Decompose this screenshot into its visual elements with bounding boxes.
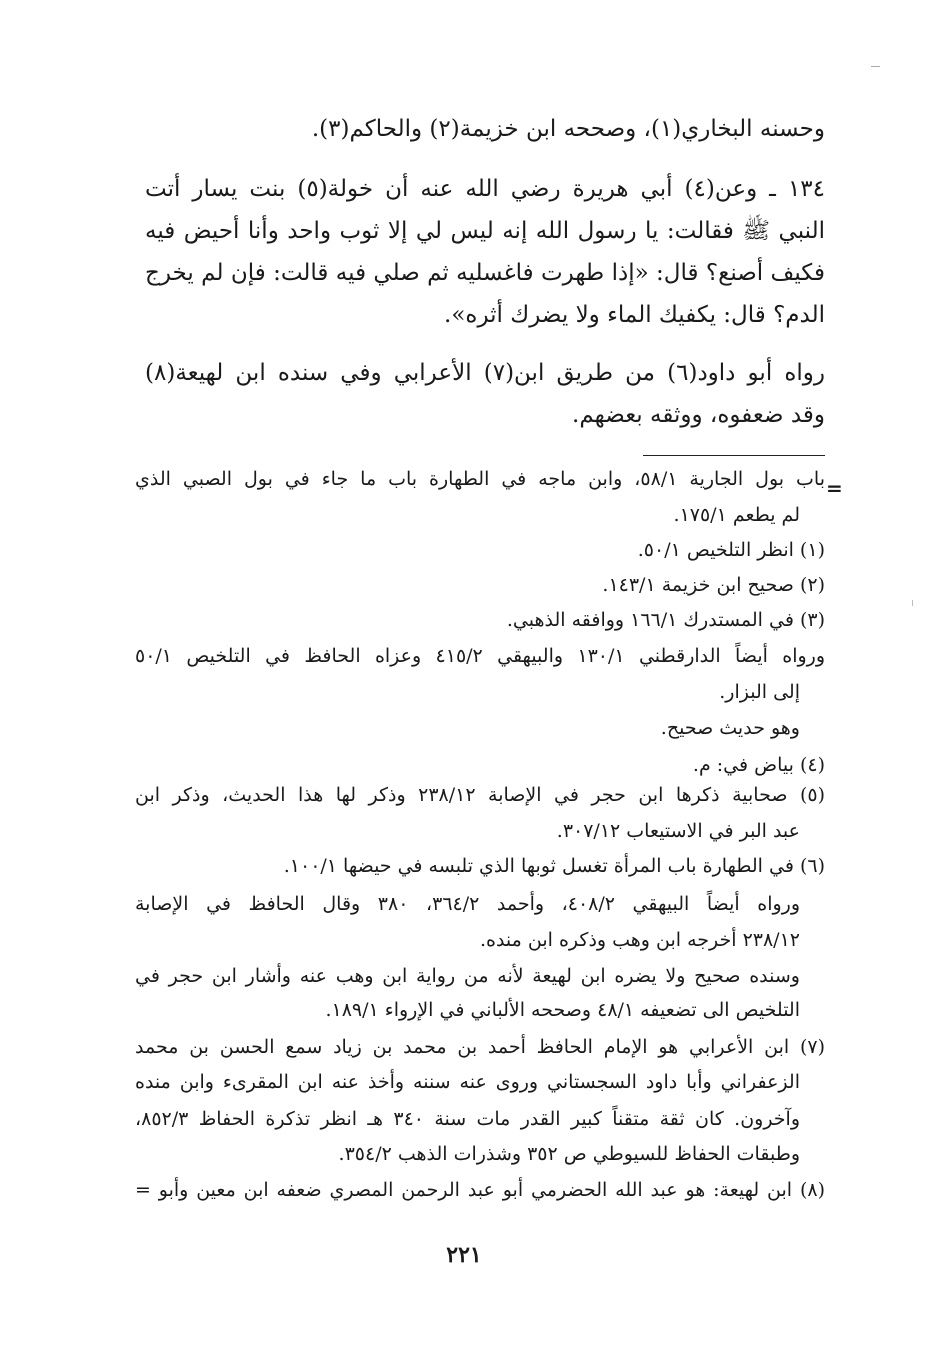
main-line: الدم؟ قال: يكفيك الماء ولا يضرك أثره». <box>444 302 825 328</box>
main-line: رواه أبو داود(٦) من طريق ابن(٧) الأعرابي وفي سنده ابن لهيعة(٨) <box>145 360 826 386</box>
scan-edge-mark <box>871 66 880 67</box>
main-line: فكيف أصنع؟ قال: «إذا طهرت فاغسليه ثم صلي فيه قالت: فإن لم يخرج <box>145 260 825 286</box>
footnote-line: وآخرون. كان ثقة متقناً كبير القدر مات سنة ٣٤٠ هـ انظر تذكرة الحفاظ ٨٥٢/٣، <box>135 1108 800 1130</box>
footnote-line: ٢٣٨/١٢ أخرجه ابن وهب وذكره ابن منده. <box>479 929 800 951</box>
footnote-line: (٣) في المستدرك ١٦٦/١ ووافقه الذهبي. <box>506 609 825 631</box>
page-number: ٢٢١ <box>446 1242 482 1268</box>
main-line: ١٣٤ ـ وعن(٤) أبي هريرة رضي الله عنه أن خولة(٥) بنت يسار أتت <box>145 176 825 202</box>
footnote-line: التلخيص الى تضعيفه ٤٨/١ وصححه الألباني في الإرواء ١٨٩/١. <box>325 999 800 1021</box>
continuation-mark: = <box>826 476 843 500</box>
footnote-line: الزعفراني وأبا داود السجستاني وروى عنه سننه وأخذ عنه ابن المقرىء وابن منده <box>135 1071 800 1093</box>
footnote-line: (٧) ابن الأعرابي هو الإمام الحافظ أحمد بن محمد بن زياد سمع الحسن بن محمد <box>135 1036 825 1058</box>
footnote-line: لم يطعم ١٧٥/١. <box>673 504 800 526</box>
footnote-line: (٢) صحيح ابن خزيمة ١٤٣/١. <box>602 574 825 596</box>
footnote-line: (٦) في الطهارة باب المرأة تغسل ثوبها الذي تلبسه في حيضها ١٠٠/١. <box>283 855 825 877</box>
footnote-line: وطبقات الحفاظ للسيوطي ص ٣٥٢ وشذرات الذهب ٣٥٤/٢. <box>338 1143 800 1165</box>
footnote-line: وسنده صحيح ولا يضره ابن لهيعة لأنه من رواية ابن وهب عنه وأشار ابن حجر في <box>135 965 800 987</box>
main-line: وقد ضعفوه، ووثقه بعضهم. <box>572 402 825 428</box>
footnote-line: وهو حديث صحيح. <box>660 717 800 739</box>
footnote-line: (٥) صحابية ذكرها ابن حجر في الإصابة ٢٣٨/١٢ وذكر لها هذا الحديث، وذكر ابن <box>135 784 825 806</box>
main-line: النبي ﷺ فقالت: يا رسول الله إنه ليس لي إلا ثوب واحد وأنا أحيض فيه <box>145 218 825 244</box>
footnote-line: إلى البزار. <box>719 681 800 703</box>
footnote-separator <box>643 455 825 456</box>
footnote-line: (١) انظر التلخيص ٥٠/١. <box>637 539 825 561</box>
scan-edge-dot <box>912 600 913 606</box>
main-line: وحسنه البخاري(١)، وصححه ابن خزيمة(٢) والحاكم(٣). <box>311 116 825 142</box>
footnote-line: باب بول الجارية ٥٨/١، وابن ماجه في الطهارة باب ما جاء في بول الصبي الذي <box>135 468 825 490</box>
footnote-line: ورواه أيضاً البيهقي ٤٠٨/٢، وأحمد ٣٦٤/٢، ٣٨٠ وقال الحافظ في الإصابة <box>135 893 801 915</box>
footnote-line: (٨) ابن لهيعة: هو عبد الله الحضرمي أبو عبد الرحمن المصري ضعفه ابن معين وأبو = <box>135 1179 825 1201</box>
footnote-line: ورواه أيضاً الدارقطني ١٣٠/١ والبيهقي ٤١٥/٢ وعزاه الحافظ في التلخيص ٥٠/١ <box>135 645 825 667</box>
footnote-line: (٤) بياض في: م. <box>692 754 825 776</box>
footnote-line: عبد البر في الاستيعاب ٣٠٧/١٢. <box>556 820 800 842</box>
